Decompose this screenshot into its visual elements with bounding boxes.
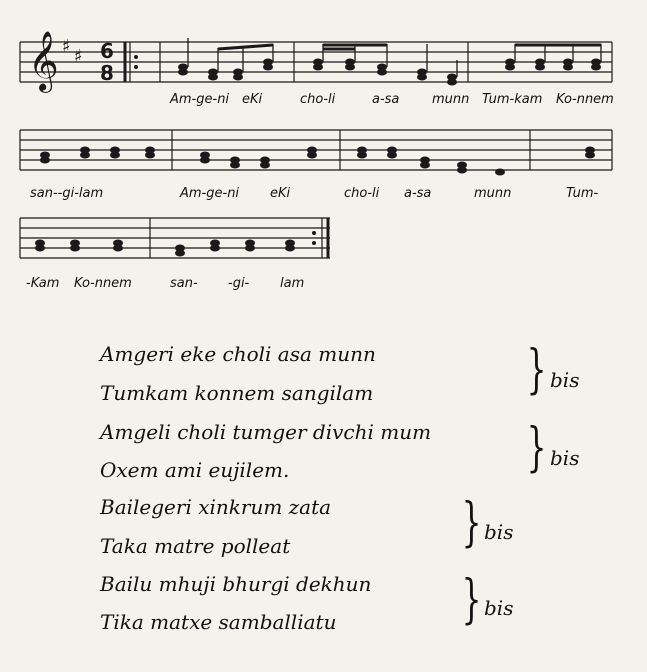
repeat-marker: bis [550, 368, 580, 392]
time-signature-bottom: 8 [100, 61, 114, 85]
lyric-syllable: Am-ge-ni [180, 186, 240, 201]
verse-line: Taka matre polleat [100, 534, 291, 558]
lyric-syllable: a-sa [404, 186, 432, 201]
lyric-syllable: cho-li [344, 186, 380, 201]
verse-line: Tika matxe samballiatu [100, 610, 337, 634]
lyric-syllable: cho-li [300, 92, 336, 107]
beams-system-1 [218, 45, 601, 49]
repeat-marker: bis [484, 520, 514, 544]
lyric-syllable: Tum-kam [482, 92, 543, 107]
lyric-syllable: san- [170, 276, 198, 291]
lyric-syllable: munn [432, 92, 470, 107]
lyric-syllable: Ko-nnem [74, 276, 132, 291]
brace-icon: } [461, 570, 482, 630]
lyric-syllable: munn [474, 186, 512, 201]
svg-text:♯: ♯ [62, 36, 71, 57]
staff-system-3 [20, 218, 330, 258]
verse-line: Tumkam konnem sangilam [100, 381, 374, 405]
verse-line: Bailegeri xinkrum zata [100, 495, 332, 519]
treble-clef-icon [28, 31, 59, 93]
time-signature [100, 39, 114, 85]
lyric-syllable: Ko-nnem [556, 92, 614, 107]
time-signature-top: 6 [100, 39, 114, 63]
brace-icon: } [526, 418, 547, 478]
verse-line: Bailu mhuji bhurgi dekhun [100, 572, 372, 596]
svg-text:♯: ♯ [74, 46, 83, 67]
verse-line: Amgeri eke choli asa munn [100, 342, 376, 366]
lyric-syllable: eKi [242, 92, 263, 107]
lyric-syllable: eKi [270, 186, 291, 201]
lyric-syllable: -Kam [26, 276, 60, 291]
lyric-syllable: lam [280, 276, 305, 291]
brace-icon: } [526, 340, 547, 400]
lyric-syllable: Tum- [566, 186, 599, 201]
lyric-syllable: san--gi-lam [30, 186, 104, 201]
lyric-syllable: Am-ge-ni [170, 92, 230, 107]
verse-line: Oxem ami eujilem. [100, 458, 290, 482]
repeat-marker: bis [484, 596, 514, 620]
notes-system-2 [40, 147, 595, 176]
svg-text:𝄞: 𝄞 [28, 31, 59, 91]
lyric-syllable: -gi- [228, 276, 250, 291]
repeat-marker: bis [550, 446, 580, 470]
lyric-syllable: a-sa [372, 92, 400, 107]
brace-icon: } [461, 493, 482, 553]
music-score [0, 0, 647, 320]
verse-line: Amgeli choli tumger divchi mum [100, 420, 432, 444]
